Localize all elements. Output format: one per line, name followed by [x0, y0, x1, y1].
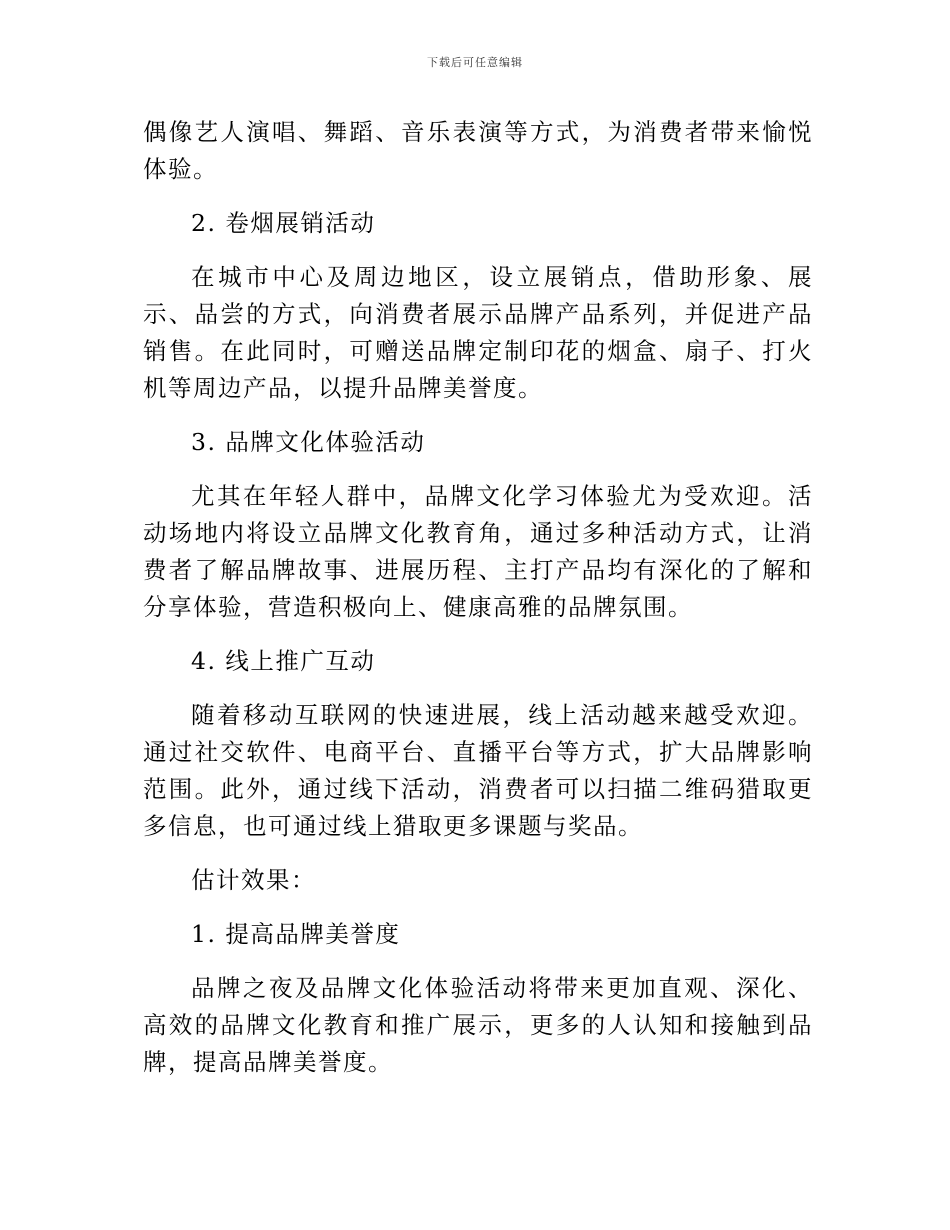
document-body: [143, 114, 813, 1098]
paragraph-online-promotion: 随着移动互联网的快速进展，线上活动越来越受欢迎。通过社交软件、电商平台、直播平台等方式，扩大品牌影响范围。此外，通过线下活动，消费者可以扫描二维码猎取更多信息，也可通过线上猎取更多课题与奖品。: [143, 701, 813, 840]
page-header: 下载后可任意编辑: [427, 56, 523, 69]
paragraph-performance-continued: 偶像艺人演唱、舞蹈、音乐表演等方式，为消费者带来愉悦体验。: [143, 118, 813, 183]
paragraph-brand-reputation: 品牌之夜及品牌文化体验活动将带来更加直观、深化、高效的品牌文化教育和推广展示，更多的人认知和接触到品牌，提高品牌美誉度。: [143, 974, 813, 1076]
paragraph-brand-culture: 尤其在年轻人群中，品牌文化学习体验尤为受欢迎。活动场地内将设立品牌文化教育角，通过多种活动方式，让消费者了解品牌故事、进展历程、主打产品均有深化的了解和分享体验，营造积极向上、健康高雅的品牌氛围。: [143, 482, 813, 621]
heading-online-promotion: 4. 线上推广互动: [191, 647, 376, 675]
paragraph-cigarette-exhibition: 在城市中心及周边地区，设立展销点，借助形象、展示、品尝的方式，向消费者展示品牌产品系列，并促进产品销售。在此同时，可赠送品牌定制印花的烟盒、扇子、打火机等周边产品，以提升品牌美誉度。: [143, 263, 813, 402]
heading-cigarette-exhibition: 2. 卷烟展销活动: [191, 209, 376, 237]
heading-brand-culture: 3. 品牌文化体验活动: [191, 428, 426, 456]
heading-expected-effect: 估计效果：: [191, 866, 316, 894]
heading-brand-reputation: 1. 提高品牌美誉度: [191, 920, 401, 948]
